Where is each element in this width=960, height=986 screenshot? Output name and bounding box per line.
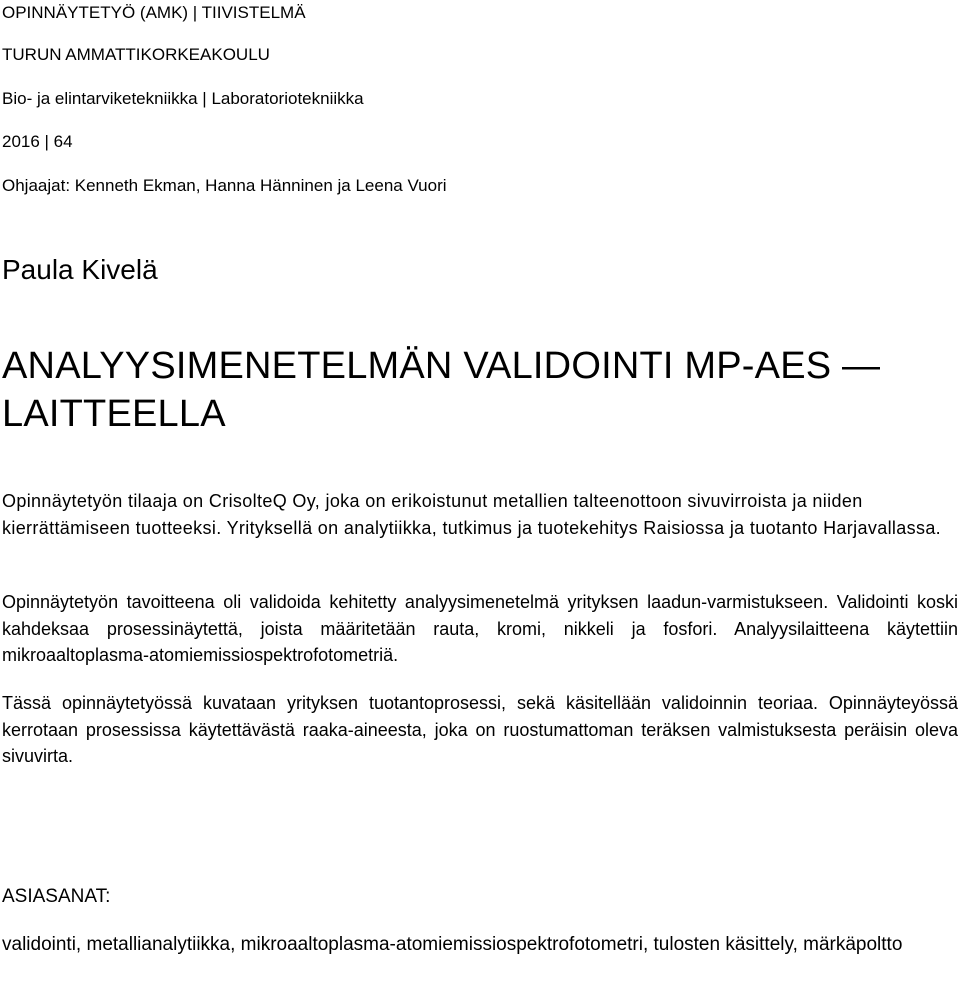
thesis-title-line-1: ANALYYSIMENETELMÄN VALIDOINTI MP-AES —: [2, 345, 881, 387]
thesis-title: [2, 342, 880, 438]
keywords-list: validointi, metallianalytiikka, mikroaaltoplasma-atomiemissiospektrofotometri, tulosten käsittely, märkäpoltto: [2, 934, 903, 955]
author-name: Paula Kivelä: [2, 254, 158, 285]
abstract-paragraph-1: Opinnäytetyön tilaaja on CrisolteQ Oy, joka on erikoistunut metallien talteenottoon sivuvirroista ja niiden kierrättämiseen tuotteeksi. Yrityksellä on analytiikka, tutkimus ja tuotekehitys Raisiossa ja tuotanto Harjavallassa.: [2, 491, 942, 538]
abstract-paragraph-2: Opinnäytetyön tavoitteena oli validoida kehitetty analyysimenetelmä yrityksen laadun-varmistukseen. Validointi koski kahdeksaa prosessinäytettä, joista määritetään rauta, kromi, nikkeli ja fosfori. Analyysilaitteena käytettiin mikroaaltoplasma-atomiemissiospektrofotometriä.: [2, 592, 958, 665]
year-and-pages: 2016 | 64: [2, 132, 73, 151]
keywords-heading: ASIASANAT:: [2, 886, 111, 907]
supervisors: Ohjaajat: Kenneth Ekman, Hanna Hänninen ja Leena Vuori: [2, 176, 447, 195]
thesis-title-line-2: LAITTEELLA: [2, 393, 226, 435]
institution-name: TURUN AMMATTIKORKEAKOULU: [2, 45, 270, 64]
abstract-paragraph-3: Tässä opinnäytetyössä kuvataan yrityksen tuotantoprosessi, sekä käsitellään validoinnin teoriaa. Opinnäyteyössä kerrotaan prosessissa käytettävästä raaka-aineesta, joka on ruostumattoman teräksen valmistuksesta peräisin oleva sivuvirta.: [2, 693, 958, 766]
degree-programme: Bio- ja elintarviketekniikka | Laboratoriotekniikka: [2, 89, 364, 108]
document-type: OPINNÄYTETYÖ (AMK) | TIIVISTELMÄ: [2, 3, 306, 22]
